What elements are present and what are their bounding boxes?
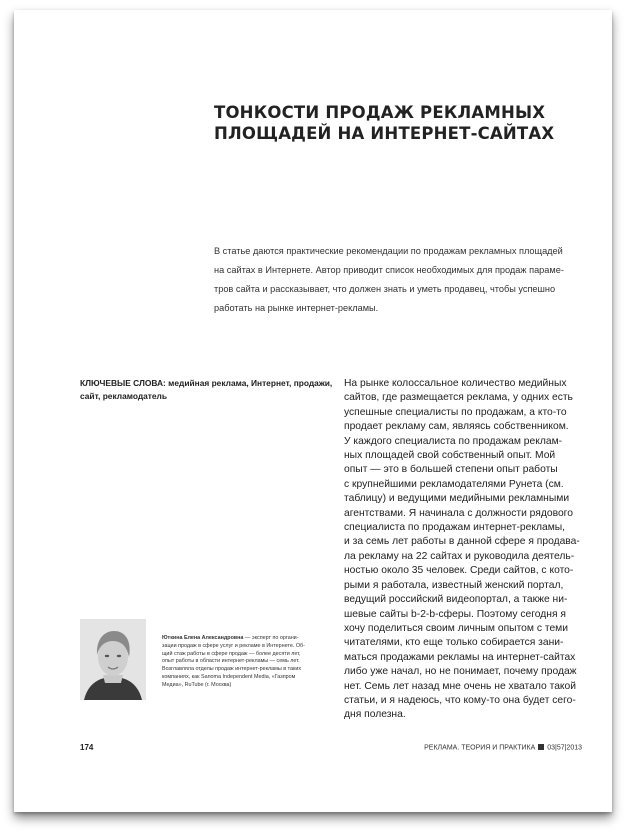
body-line: сайтов, где размещается реклама, у одних есть [344,392,573,404]
body-line: читателями, кто еще только собирается зани- [344,637,564,649]
body-line: ностью около 35 человек. Среди сайтов, с кото- [344,565,574,577]
keywords [80,377,340,403]
bio-line: опыт работы в области интернет-рекламы — семь лет. [162,658,300,665]
article-title [214,102,594,144]
body-line: На рынке колоссальное количество медийных [344,378,567,389]
journal-name: РЕКЛАМА. ТЕОРИЯ И ПРАКТИКА [424,744,536,752]
page-number: 174 [80,743,94,752]
body-line: таблицу) и ведущими медийными рекламными [344,493,570,505]
body-line: нет. Семь лет назад мне очень не хватало такой [344,680,577,692]
lead-line: на сайтах в Интернете. Автор приводит список необходимых для продаж параме- [214,265,564,275]
body-line: статьи, и я надеюсь, что кому-то она будет сего- [344,694,576,706]
bio-line: компаниях, как Sanoma Independent Media, «Газпром [162,673,296,680]
keywords-line: КЛЮЧЕВЫЕ СЛОВА: медийная реклама, Интернет, продажи, [80,378,333,388]
square-bullet-icon [538,744,544,750]
body-line: дня полезна. [344,709,406,721]
author-name: Юткина Елена Александровна [162,635,244,641]
body-line: хочу поделиться своим личным опытом с теми [344,622,569,634]
body-line: маться продажами рекламы на интернет-сайтах [344,651,576,663]
article-body [344,377,594,723]
bio-line: Возглавляла отделы продаж интернет-рекламы в таких [162,666,302,673]
author-bio [162,635,342,690]
body-line: ных площадей свой собственный опыт. Мой [344,450,556,462]
magazine-page [14,10,612,812]
body-line: специалиста по продажам интернет-рекламы, [344,522,566,534]
bio-line: зации продаж в сфере услуг и рекламе в Интернете. Об- [162,642,305,649]
journal-footer [424,744,582,752]
bio-line: Медиа», RuTube (г. Москва) [162,681,232,688]
body-line: ведущий российский видеопортал, а также ни- [344,594,568,606]
body-line: и за семь лет работы в данной сфере я продава- [344,536,580,548]
article-lead [214,242,592,318]
lead-line: В статье даются практические рекомендации по продажам рекламных площадей [214,246,563,256]
bio-line: щий стаж работы в сфере продаж — более десяти лет, [162,650,301,657]
body-line: агентствами. Я начинала с должности рядового [344,507,573,519]
body-line: шевые сайты b-2-b-сферы. Поэтому сегодня я [344,608,567,620]
title-line: ТОНКОСТИ ПРОДАЖ РЕКЛАМНЫХ [214,103,546,122]
body-line: рыми я работала, известный женский портал, [344,579,564,591]
body-line: У каждого специалиста по продажам реклам- [344,435,563,447]
body-line: опыт — это в большей степени опыт работы [344,464,558,476]
bio-line [162,635,342,643]
lead-line: работать на рынке интернет-рекламы. [214,303,379,313]
lead-line: тров сайта и рассказывает, что должен знать и уметь продавец, чтобы успешно [214,284,556,294]
body-line: с крупнейшими рекламодателями Рунета (см. [344,478,564,490]
author-photo [80,619,146,700]
bio-line-rest: — эксперт по органи- [243,635,299,641]
keywords-line: сайт, рекламодатель [80,391,168,401]
body-line: ла рекламу на 22 сайтах и руководила деятель- [344,550,575,562]
body-line: успешные специалисты по продажам, а кто-то [344,406,567,418]
author-portrait-image [80,619,146,700]
body-line: продает рекламу сам, являясь собственником. [344,421,569,433]
body-line: либо уже начал, но не понимает, почему продаж [344,666,577,678]
issue-number: 03|57|2013 [547,744,582,752]
title-line: ПЛОЩАДЕЙ НА ИНТЕРНЕТ-САЙТАХ [214,124,555,143]
